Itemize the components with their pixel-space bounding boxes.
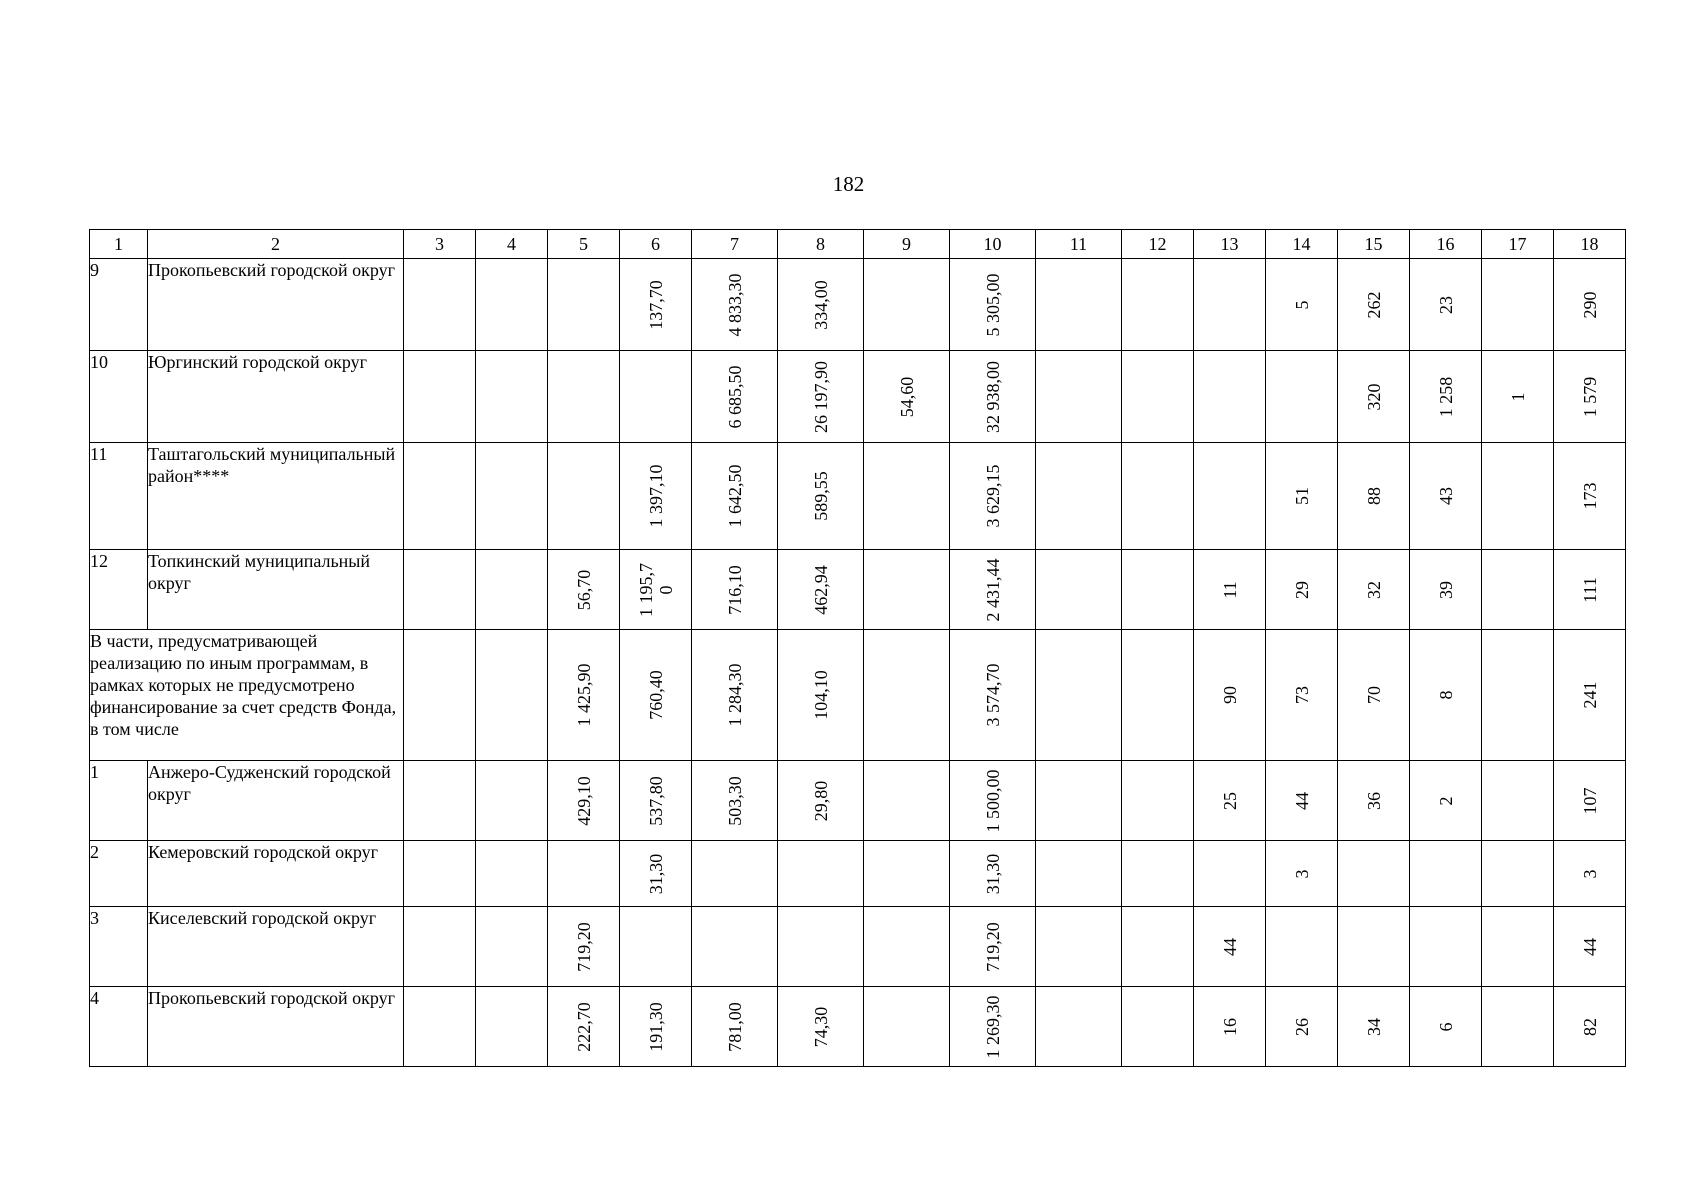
table-row	[90, 259, 1626, 351]
cell-col-12	[1122, 630, 1194, 761]
cell-col-11	[1036, 550, 1122, 630]
cell-col-18	[1554, 987, 1626, 1067]
cell-value: 760,40	[645, 670, 666, 720]
table-row	[90, 550, 1626, 630]
cell-col-11	[1036, 761, 1122, 841]
cell-col-15	[1338, 351, 1410, 443]
cell-value: 44	[1291, 791, 1312, 810]
cell-col-9	[864, 630, 950, 761]
cell-value: 781,00	[724, 1001, 745, 1052]
cell-col-8	[778, 259, 864, 351]
cell-col-18	[1554, 841, 1626, 907]
cell-value: 82	[1579, 1017, 1600, 1036]
cell-col-7	[692, 550, 778, 630]
cell-col-7	[692, 987, 778, 1067]
cell-col-7	[692, 351, 778, 443]
cell-col-16	[1410, 907, 1482, 987]
cell-col-17	[1482, 987, 1554, 1067]
header-cell-12: 12	[1122, 230, 1194, 259]
cell-col-5	[548, 987, 620, 1067]
cell-col-16	[1410, 841, 1482, 907]
cell-col-4	[476, 351, 548, 443]
table-row	[90, 907, 1626, 987]
cell-col-12	[1122, 351, 1194, 443]
cell-value: 56,70	[573, 569, 594, 610]
row-number: 11	[90, 443, 148, 550]
cell-col-14	[1266, 907, 1338, 987]
cell-value: 173	[1579, 482, 1600, 510]
cell-col-15	[1338, 907, 1410, 987]
cell-col-17	[1482, 443, 1554, 550]
cell-col-12	[1122, 841, 1194, 907]
cell-col-11	[1036, 841, 1122, 907]
subtotal-row	[90, 630, 1626, 761]
table-row	[90, 987, 1626, 1067]
cell-col-10	[950, 987, 1036, 1067]
cell-value: 191,30	[645, 1001, 666, 1052]
header-cell-5: 5	[548, 230, 620, 259]
cell-col-18	[1554, 550, 1626, 630]
cell-col-10	[950, 351, 1036, 443]
cell-col-13	[1194, 841, 1266, 907]
data-table	[89, 229, 1626, 1067]
row-number: 3	[90, 907, 148, 987]
cell-value: 43	[1435, 487, 1456, 505]
cell-value: 1 195,7 0	[635, 562, 676, 617]
cell-col-17	[1482, 630, 1554, 761]
cell-value: 503,30	[724, 775, 745, 826]
cell-col-4	[476, 761, 548, 841]
cell-value: 5 305,00	[982, 273, 1003, 336]
cell-value: 32 938,00	[982, 360, 1003, 433]
cell-value: 2 431,44	[982, 558, 1003, 621]
cell-col-11	[1036, 443, 1122, 550]
cell-col-17	[1482, 259, 1554, 351]
cell-col-7	[692, 443, 778, 550]
cell-value: 88	[1363, 487, 1384, 505]
cell-value: 107	[1579, 787, 1600, 814]
table-row	[90, 443, 1626, 550]
cell-value: 2	[1435, 796, 1456, 805]
cell-col-11	[1036, 259, 1122, 351]
cell-col-9	[864, 550, 950, 630]
cell-col-6	[620, 841, 692, 907]
cell-value: 8	[1435, 690, 1456, 700]
cell-value: 3	[1579, 869, 1600, 878]
cell-col-15	[1338, 841, 1410, 907]
cell-value: 1 500,00	[982, 769, 1003, 832]
cell-col-6	[620, 259, 692, 351]
header-cell-8: 8	[778, 230, 864, 259]
cell-col-11	[1036, 351, 1122, 443]
cell-col-13	[1194, 351, 1266, 443]
cell-col-17	[1482, 761, 1554, 841]
cell-col-15	[1338, 630, 1410, 761]
cell-col-14	[1266, 259, 1338, 351]
header-cell-11: 11	[1036, 230, 1122, 259]
cell-col-9	[864, 259, 950, 351]
header-cell-16: 16	[1410, 230, 1482, 259]
cell-value: 3	[1291, 869, 1312, 878]
cell-col-15	[1338, 550, 1410, 630]
cell-col-9	[864, 351, 950, 443]
cell-col-3	[404, 761, 476, 841]
cell-col-3	[404, 550, 476, 630]
cell-col-14	[1266, 550, 1338, 630]
cell-col-3	[404, 259, 476, 351]
cell-value: 16	[1219, 1017, 1240, 1036]
cell-value: 1 258	[1435, 376, 1456, 417]
header-cell-18: 18	[1554, 230, 1626, 259]
cell-col-5	[548, 907, 620, 987]
row-name: Киселевский городской округ	[148, 907, 404, 987]
cell-col-8	[778, 351, 864, 443]
cell-value: 31,30	[982, 853, 1003, 894]
header-row	[90, 230, 1626, 259]
cell-col-12	[1122, 443, 1194, 550]
cell-col-4	[476, 259, 548, 351]
cell-col-3	[404, 987, 476, 1067]
cell-col-14	[1266, 987, 1338, 1067]
cell-col-6	[620, 907, 692, 987]
cell-col-16	[1410, 351, 1482, 443]
cell-value: 719,20	[573, 921, 594, 972]
cell-col-5	[548, 259, 620, 351]
cell-col-12	[1122, 259, 1194, 351]
cell-col-10	[950, 907, 1036, 987]
header-cell-3: 3	[404, 230, 476, 259]
cell-col-10	[950, 259, 1036, 351]
cell-col-8	[778, 761, 864, 841]
cell-col-17	[1482, 351, 1554, 443]
cell-col-15	[1338, 443, 1410, 550]
header-cell-15: 15	[1338, 230, 1410, 259]
cell-col-7	[692, 761, 778, 841]
cell-value: 44	[1219, 937, 1240, 956]
header-cell-4: 4	[476, 230, 548, 259]
cell-value: 104,10	[810, 670, 831, 720]
cell-value: 222,70	[573, 1001, 594, 1052]
cell-col-5	[548, 841, 620, 907]
cell-col-14	[1266, 841, 1338, 907]
cell-value: 290	[1579, 291, 1600, 318]
cell-col-9	[864, 907, 950, 987]
cell-col-18	[1554, 351, 1626, 443]
cell-value: 11	[1219, 580, 1240, 599]
cell-value: 137,70	[645, 279, 666, 330]
row-number: 12	[90, 550, 148, 630]
cell-value: 241	[1579, 681, 1600, 709]
cell-col-13	[1194, 443, 1266, 550]
cell-col-5	[548, 351, 620, 443]
row-number: 2	[90, 841, 148, 907]
cell-col-16	[1410, 987, 1482, 1067]
cell-value: 334,00	[810, 279, 831, 330]
cell-value: 36	[1363, 791, 1384, 810]
cell-col-17	[1482, 550, 1554, 630]
cell-col-8	[778, 907, 864, 987]
cell-col-14	[1266, 630, 1338, 761]
row-name: Анжеро-Судженский городской округ	[148, 761, 404, 841]
cell-col-10	[950, 443, 1036, 550]
cell-col-13	[1194, 761, 1266, 841]
cell-value: 90	[1219, 686, 1240, 704]
cell-col-10	[950, 761, 1036, 841]
cell-col-16	[1410, 259, 1482, 351]
cell-col-7	[692, 841, 778, 907]
cell-value: 1 642,50	[724, 464, 745, 528]
header-cell-1: 1	[90, 230, 148, 259]
row-name: Прокопьевский городской округ	[148, 259, 404, 351]
header-cell-2: 2	[148, 230, 404, 259]
cell-value: 429,10	[573, 775, 594, 826]
cell-col-16	[1410, 443, 1482, 550]
cell-value: 537,80	[645, 775, 666, 826]
cell-col-8	[778, 630, 864, 761]
header-cell-13: 13	[1194, 230, 1266, 259]
cell-col-12	[1122, 907, 1194, 987]
cell-col-3	[404, 443, 476, 550]
cell-col-9	[864, 761, 950, 841]
cell-col-14	[1266, 351, 1338, 443]
cell-value: 23	[1435, 295, 1456, 314]
cell-col-11	[1036, 987, 1122, 1067]
row-number: 9	[90, 259, 148, 351]
cell-col-7	[692, 630, 778, 761]
cell-col-12	[1122, 550, 1194, 630]
cell-value: 1 269,30	[982, 995, 1003, 1058]
row-name: Таштагольский муниципальный район****	[148, 443, 404, 550]
cell-col-5	[548, 443, 620, 550]
cell-value: 462,94	[810, 564, 831, 615]
cell-value: 320	[1363, 383, 1384, 410]
cell-value: 74,30	[810, 1006, 831, 1047]
cell-col-4	[476, 630, 548, 761]
cell-col-13	[1194, 550, 1266, 630]
cell-value: 1	[1507, 392, 1528, 401]
cell-col-6	[620, 987, 692, 1067]
cell-col-5	[548, 761, 620, 841]
cell-value: 716,10	[724, 564, 745, 615]
cell-col-4	[476, 443, 548, 550]
cell-value: 32	[1363, 580, 1384, 599]
cell-value: 589,55	[810, 471, 831, 521]
cell-col-3	[404, 907, 476, 987]
cell-value: 54,60	[896, 376, 917, 417]
header-cell-6: 6	[620, 230, 692, 259]
cell-col-17	[1482, 841, 1554, 907]
cell-col-15	[1338, 761, 1410, 841]
cell-col-11	[1036, 907, 1122, 987]
cell-value: 26 197,90	[810, 360, 831, 433]
cell-col-16	[1410, 550, 1482, 630]
cell-value: 44	[1579, 937, 1600, 956]
table-row	[90, 841, 1626, 907]
row-name: Топкинский муниципальный округ	[148, 550, 404, 630]
subtotal-name: В части, предусматривающей реализацию по иным программам, в рамках которых не предусмотрено финансирование за счет средств Фонда, в том числе	[90, 630, 404, 761]
cell-col-7	[692, 907, 778, 987]
cell-value: 70	[1363, 686, 1384, 704]
cell-value: 1 425,90	[573, 663, 594, 727]
cell-col-16	[1410, 761, 1482, 841]
cell-col-4	[476, 987, 548, 1067]
row-name: Кемеровский городской округ	[148, 841, 404, 907]
cell-col-6	[620, 443, 692, 550]
cell-col-8	[778, 987, 864, 1067]
row-number: 10	[90, 351, 148, 443]
cell-col-8	[778, 443, 864, 550]
row-number: 1	[90, 761, 148, 841]
cell-col-9	[864, 987, 950, 1067]
cell-col-8	[778, 841, 864, 907]
cell-col-4	[476, 907, 548, 987]
row-number: 4	[90, 987, 148, 1067]
cell-col-4	[476, 841, 548, 907]
cell-value: 1 397,10	[645, 464, 666, 528]
cell-col-16	[1410, 630, 1482, 761]
cell-col-18	[1554, 761, 1626, 841]
header-cell-14: 14	[1266, 230, 1338, 259]
cell-col-18	[1554, 443, 1626, 550]
cell-col-13	[1194, 630, 1266, 761]
cell-value: 1 579	[1579, 376, 1600, 417]
cell-col-13	[1194, 987, 1266, 1067]
header-cell-9: 9	[864, 230, 950, 259]
cell-col-6	[620, 351, 692, 443]
cell-value: 29,80	[810, 780, 831, 821]
cell-value: 25	[1219, 791, 1240, 810]
cell-value: 34	[1363, 1017, 1384, 1036]
cell-value: 3 574,70	[982, 663, 1003, 727]
cell-value: 111	[1579, 576, 1600, 603]
cell-col-17	[1482, 907, 1554, 987]
cell-value: 51	[1291, 487, 1312, 505]
cell-col-10	[950, 630, 1036, 761]
cell-col-12	[1122, 987, 1194, 1067]
cell-col-9	[864, 443, 950, 550]
cell-col-9	[864, 841, 950, 907]
cell-col-13	[1194, 259, 1266, 351]
cell-col-6	[620, 761, 692, 841]
cell-col-11	[1036, 630, 1122, 761]
cell-value: 26	[1291, 1017, 1312, 1036]
row-name: Прокопьевский городской округ	[148, 987, 404, 1067]
header-cell-10: 10	[950, 230, 1036, 259]
table-row	[90, 761, 1626, 841]
cell-col-18	[1554, 259, 1626, 351]
cell-value: 5	[1291, 300, 1312, 309]
header-cell-7: 7	[692, 230, 778, 259]
cell-col-4	[476, 550, 548, 630]
cell-col-6	[620, 630, 692, 761]
cell-col-10	[950, 550, 1036, 630]
cell-col-5	[548, 550, 620, 630]
cell-col-5	[548, 630, 620, 761]
cell-col-7	[692, 259, 778, 351]
cell-col-3	[404, 841, 476, 907]
cell-col-13	[1194, 907, 1266, 987]
page-number: 182	[832, 172, 865, 196]
cell-value: 1 284,30	[724, 663, 745, 727]
cell-col-14	[1266, 761, 1338, 841]
cell-col-14	[1266, 443, 1338, 550]
cell-value: 39	[1435, 580, 1456, 599]
cell-value: 3 629,15	[982, 464, 1003, 528]
cell-col-15	[1338, 259, 1410, 351]
row-name: Юргинский городской округ	[148, 351, 404, 443]
cell-value: 29	[1291, 580, 1312, 599]
cell-value: 262	[1363, 291, 1384, 318]
cell-col-12	[1122, 761, 1194, 841]
cell-value: 719,20	[982, 921, 1003, 972]
cell-col-3	[404, 630, 476, 761]
cell-value: 31,30	[645, 853, 666, 894]
header-cell-17: 17	[1482, 230, 1554, 259]
cell-value: 6 685,50	[724, 365, 745, 428]
cell-col-6	[620, 550, 692, 630]
cell-col-3	[404, 351, 476, 443]
cell-value: 6	[1435, 1022, 1456, 1031]
cell-col-18	[1554, 907, 1626, 987]
cell-col-18	[1554, 630, 1626, 761]
cell-col-10	[950, 841, 1036, 907]
table-row	[90, 351, 1626, 443]
cell-value: 4 833,30	[724, 273, 745, 336]
cell-col-15	[1338, 987, 1410, 1067]
cell-col-8	[778, 550, 864, 630]
cell-value: 73	[1291, 686, 1312, 704]
